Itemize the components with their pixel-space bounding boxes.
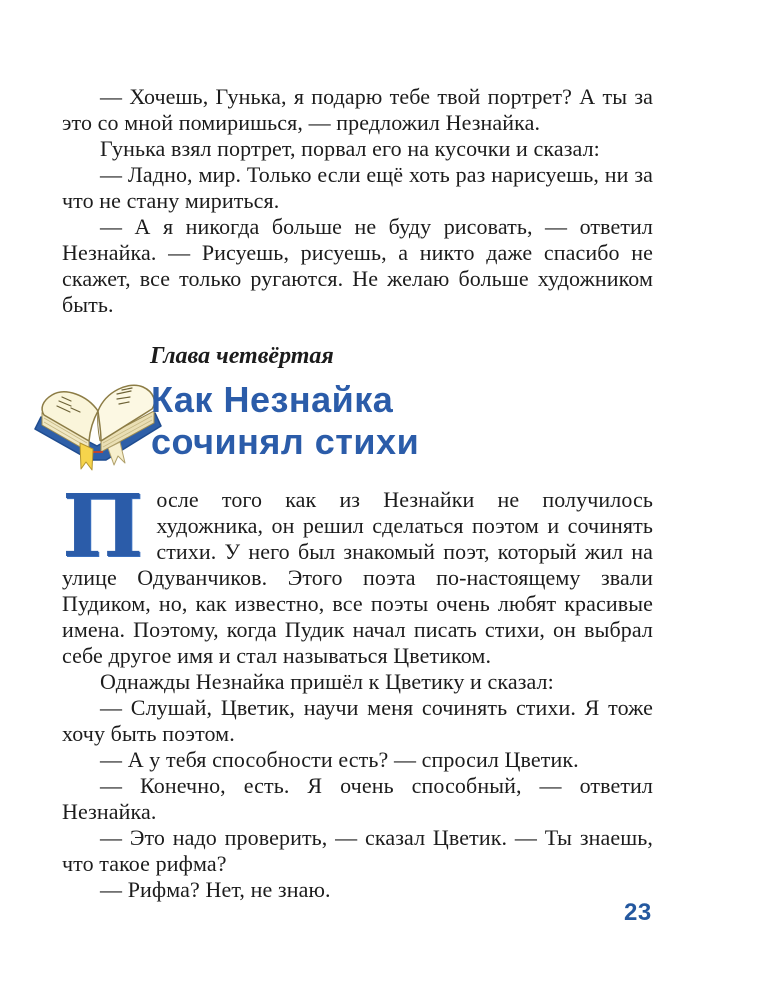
paragraph: — А у тебя способности есть? — спросил Цветик. bbox=[100, 747, 579, 772]
paragraph: — Ладно, мир. Только если ещё хоть раз нарисуешь, ни за что не стану мириться. bbox=[62, 162, 653, 213]
opening-paragraph bbox=[62, 476, 653, 669]
paragraph: — Рифма? Нет, не знаю. bbox=[100, 877, 331, 902]
paragraph: — Хочешь, Гунька, я подарю тебе твой портрет? А ты за это со мной помиришься, — предложил Незнайка. bbox=[62, 84, 653, 135]
open-book-icon bbox=[26, 380, 168, 478]
paragraph: — Это надо проверить, — сказал Цветик. — Ты знаешь, что такое рифма? bbox=[62, 825, 653, 876]
paragraph: — Слушай, Цветик, научи меня сочинять стихи. Я тоже хочу быть поэтом. bbox=[62, 695, 653, 746]
intro-paragraphs bbox=[62, 84, 653, 318]
chapter-title-line-2: сочинял стихи bbox=[151, 421, 420, 462]
opening-paragraph-text: осле того как из Незнайки не получилось художника, он решил сделаться поэтом и сочинять стихи. У него был знакомый поэт, который жил на улице Одуванчиков. Этого поэта по-настоящему звали Пудиком, но, как известно, все поэты очень любят красивые имена. Поэтому, когда Пудик начал писать стихи, он выбрал себе другое имя и стал называться Цветиком. bbox=[62, 487, 653, 668]
paragraph: — Конечно, есть. Я очень способный, — ответил Незнайка. bbox=[62, 773, 653, 824]
paragraph: Однажды Незнайка пришёл к Цветику и сказал: bbox=[100, 669, 554, 694]
chapter-body bbox=[62, 476, 653, 903]
chapter-title bbox=[151, 379, 419, 463]
paragraph: — А я никогда больше не буду рисовать, — ответил Незнайка. — Рисуешь, рисуешь, а никто даже спасибо не скажет, все только ругаются. Не желаю больше художником быть. bbox=[62, 214, 653, 317]
dropcap-letter: П bbox=[62, 476, 144, 577]
chapter-kicker: Глава четвёртая bbox=[150, 343, 334, 369]
page-number: 23 bbox=[624, 899, 652, 926]
chapter-title-line-1: Как Незнайка bbox=[151, 379, 394, 420]
paragraph: Гунька взял портрет, порвал его на кусочки и сказал: bbox=[100, 136, 600, 161]
